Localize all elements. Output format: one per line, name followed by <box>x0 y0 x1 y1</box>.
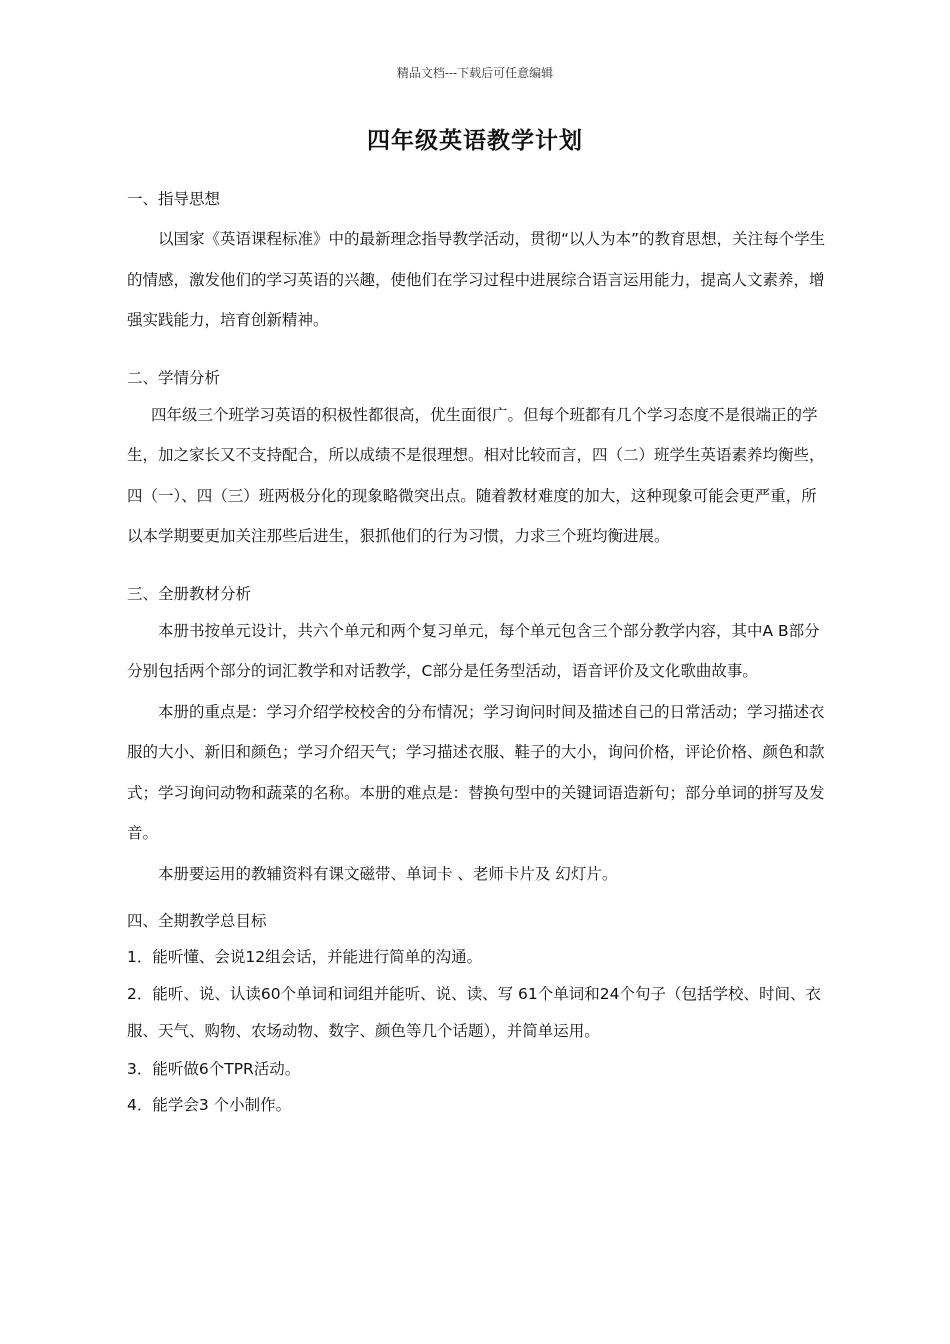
goal-item-3: 3．能听做6个TPR活动。 <box>127 1059 301 1078</box>
section-1-paragraph: 以国家《英语课程标准》中的最新理念指导教学活动，贯彻“以人为本”的教育思想，关注每个学生的情感，激发他们的学习英语的兴趣，使他们在学习过程中进展综合语言运用能力，提高人文素养，增强实践能力，培育创新精神。 <box>127 230 826 329</box>
section-3-paragraph-1: 本册书按单元设计，共六个单元和两个复习单元，每个单元包含三个部分教学内容，其中A B部分分别包括两个部分的词汇教学和对话教学，C部分是任务型活动，语音评价及文化歌曲故事。 <box>127 621 820 680</box>
section-3-paragraph-3: 本册要运用的教辅资料有课文磁带、单词卡 、老师卡片及 幻灯片。 <box>158 864 618 883</box>
section-2-heading: 二、学情分析 <box>127 368 221 387</box>
goal-item-4: 4．能学会3 个小制作。 <box>127 1096 292 1114</box>
section-1-heading: 一、指导思想 <box>127 190 221 208</box>
page-title: 四年级英语教学计划 <box>367 128 583 154</box>
goal-item-1: 1．能听懂、会说12组会话，并能进行简单的沟通。 <box>127 948 483 966</box>
section-2-paragraph: 四年级三个班学习英语的积极性都很高，优生面很广。但每个班都有几个学习态度不是很端正的学生，加之家长又不支持配合，所以成绩不是很理想。相对比较而言，四（二）班学生英语素养均衡些，四（一）、四（三）班两极分化的现象略微突出点。随着教材难度的加大，这种现象可能会更严重，所以本学期要更加关注那些后进生，狠抓他们的行为习惯，力求三个班均衡进展。 <box>127 405 825 545</box>
page-header: 精品文档---下载后可任意编辑 <box>396 66 554 80</box>
section-3-paragraph-2: 本册的重点是：学习介绍学校校舍的分布情况；学习询问时间及描述自己的日常活动；学习描述衣服的大小、新旧和颜色；学习介绍天气；学习描述衣服、鞋子的大小，询问价格，评论价格、颜色和款式；学习询问动物和蔬菜的名称。本册的难点是：替换句型中的关键词语造新句；部分单词的拼写及发音。 <box>127 702 825 842</box>
goal-item-2: 2．能听、说、认读60个单词和词组并能听、说、读、写 61个单词和24个句子（包括学校、时间、衣服、天气、购物、农场动物、数字、颜色等几个话题），并简单运用。 <box>127 984 821 1040</box>
document-body <box>127 184 827 1124</box>
section-4-heading: 四、全期教学总目标 <box>127 912 267 930</box>
section-3-heading: 三、全册教材分析 <box>127 584 252 603</box>
